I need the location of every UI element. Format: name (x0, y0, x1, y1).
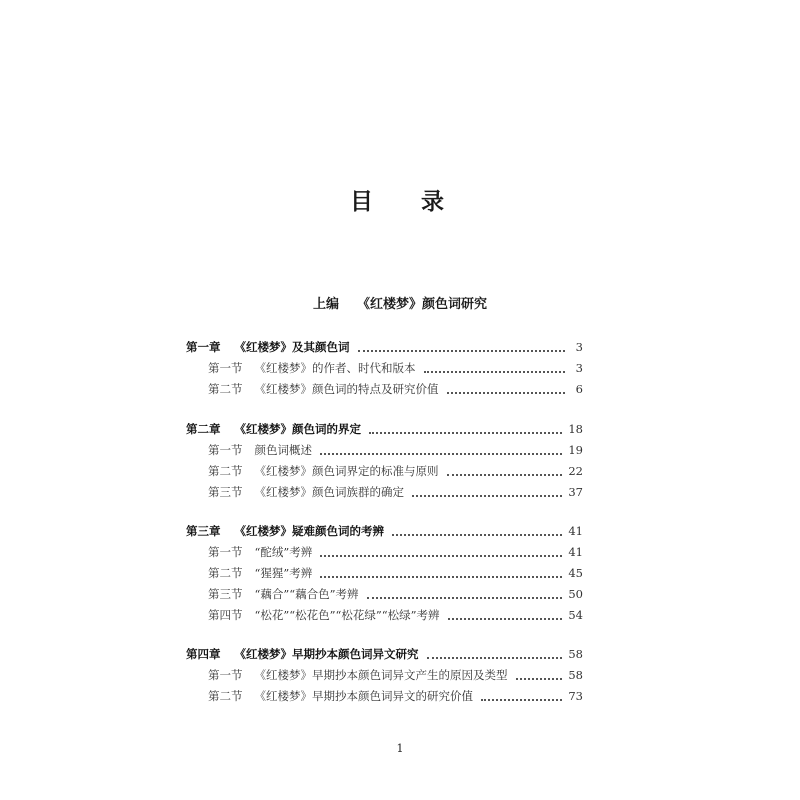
chapter-title: 《红楼梦》疑难颜色词的考辨 (234, 524, 384, 538)
section-number: 第一节 (208, 361, 243, 375)
toc-section[interactable] (186, 563, 583, 583)
section-title: 颜色词概述 (254, 443, 312, 457)
section-title: 《红楼梦》早期抄本颜色词异文的研究价值 (254, 689, 473, 703)
chapter-number: 第一章 (186, 340, 221, 354)
page-number: 58 (568, 668, 583, 682)
section-title: “松花”“松花色”“松花绿”“松绿”考辨 (254, 608, 440, 622)
toc-chapter-1[interactable] (186, 337, 583, 357)
page-number: 58 (568, 647, 583, 661)
dot-leader (424, 370, 566, 373)
section-title: “藕合”“藕合色”考辨 (254, 587, 359, 601)
section-number: 第三节 (208, 587, 243, 601)
chapter-number: 第二章 (186, 422, 221, 436)
toc-section[interactable] (186, 686, 583, 706)
dot-leader (367, 596, 563, 599)
page-number: 37 (568, 485, 583, 499)
toc-section[interactable] (186, 440, 583, 460)
section-number: 第二节 (208, 464, 243, 478)
dot-leader (412, 494, 562, 497)
dot-leader (427, 656, 563, 659)
page-number: 19 (568, 443, 583, 457)
toc-section[interactable] (186, 665, 583, 685)
toc-section[interactable] (186, 379, 583, 399)
section-title: 《红楼梦》颜色词族群的确定 (254, 485, 404, 499)
section-number: 第二节 (208, 689, 243, 703)
section-title: 《红楼梦》颜色词的特点及研究价值 (254, 382, 439, 396)
page-number: 45 (568, 566, 583, 580)
toc-section[interactable] (186, 605, 583, 625)
dot-leader (369, 431, 562, 434)
dot-leader (358, 349, 566, 352)
toc-section[interactable] (186, 584, 583, 604)
section-number: 第三节 (208, 485, 243, 499)
toc-chapter-3[interactable] (186, 521, 583, 541)
page-number: 3 (575, 361, 583, 375)
dot-leader (392, 533, 562, 536)
dot-leader (447, 473, 563, 476)
section-title: 《红楼梦》的作者、时代和版本 (254, 361, 416, 375)
dot-leader (320, 452, 562, 455)
toc-section[interactable] (186, 542, 583, 562)
chapter-number: 第三章 (186, 524, 221, 538)
page-number: 6 (575, 382, 583, 396)
dot-leader (447, 391, 566, 394)
section-title: 《红楼梦》颜色词界定的标准与原则 (254, 464, 439, 478)
page-title: 目 录 (349, 188, 464, 215)
toc-section[interactable] (186, 358, 583, 378)
page-number: 73 (568, 689, 583, 703)
page-number: 50 (568, 587, 583, 601)
section-title: “猩猩”考辨 (254, 566, 313, 580)
toc-section[interactable] (186, 461, 583, 481)
part-title (0, 293, 800, 312)
section-number: 第一节 (208, 545, 243, 559)
dot-leader (516, 677, 563, 680)
section-number: 第一节 (208, 443, 243, 457)
dot-leader (320, 554, 562, 557)
toc-section[interactable] (186, 482, 583, 502)
section-number: 第四节 (208, 608, 243, 622)
chapter-title: 《红楼梦》早期抄本颜色词异文研究 (234, 647, 419, 661)
dot-leader (448, 617, 563, 620)
section-number: 第二节 (208, 566, 243, 580)
toc-chapter-4[interactable] (186, 644, 583, 664)
page-number: 41 (568, 524, 583, 538)
page-number: 41 (568, 545, 583, 559)
section-title: “酡绒”考辨 (254, 545, 313, 559)
chapter-title: 《红楼梦》颜色词的界定 (234, 422, 361, 436)
page-number: 3 (575, 340, 583, 354)
section-number: 第一节 (208, 668, 243, 682)
dot-leader (320, 575, 562, 578)
chapter-title: 《红楼梦》及其颜色词 (234, 340, 350, 354)
dot-leader (481, 698, 562, 701)
page-number: 54 (568, 608, 583, 622)
chapter-number: 第四章 (186, 647, 221, 661)
toc-chapter-2[interactable] (186, 419, 583, 439)
part-label: 上编 (312, 297, 339, 312)
section-title: 《红楼梦》早期抄本颜色词异文产生的原因及类型 (254, 668, 508, 682)
footer-page-number: 1 (396, 742, 404, 755)
section-number: 第二节 (208, 382, 243, 396)
page-number: 18 (568, 422, 583, 436)
page-number: 22 (568, 464, 583, 478)
part-name: 《红楼梦》颜色词研究 (357, 297, 488, 312)
